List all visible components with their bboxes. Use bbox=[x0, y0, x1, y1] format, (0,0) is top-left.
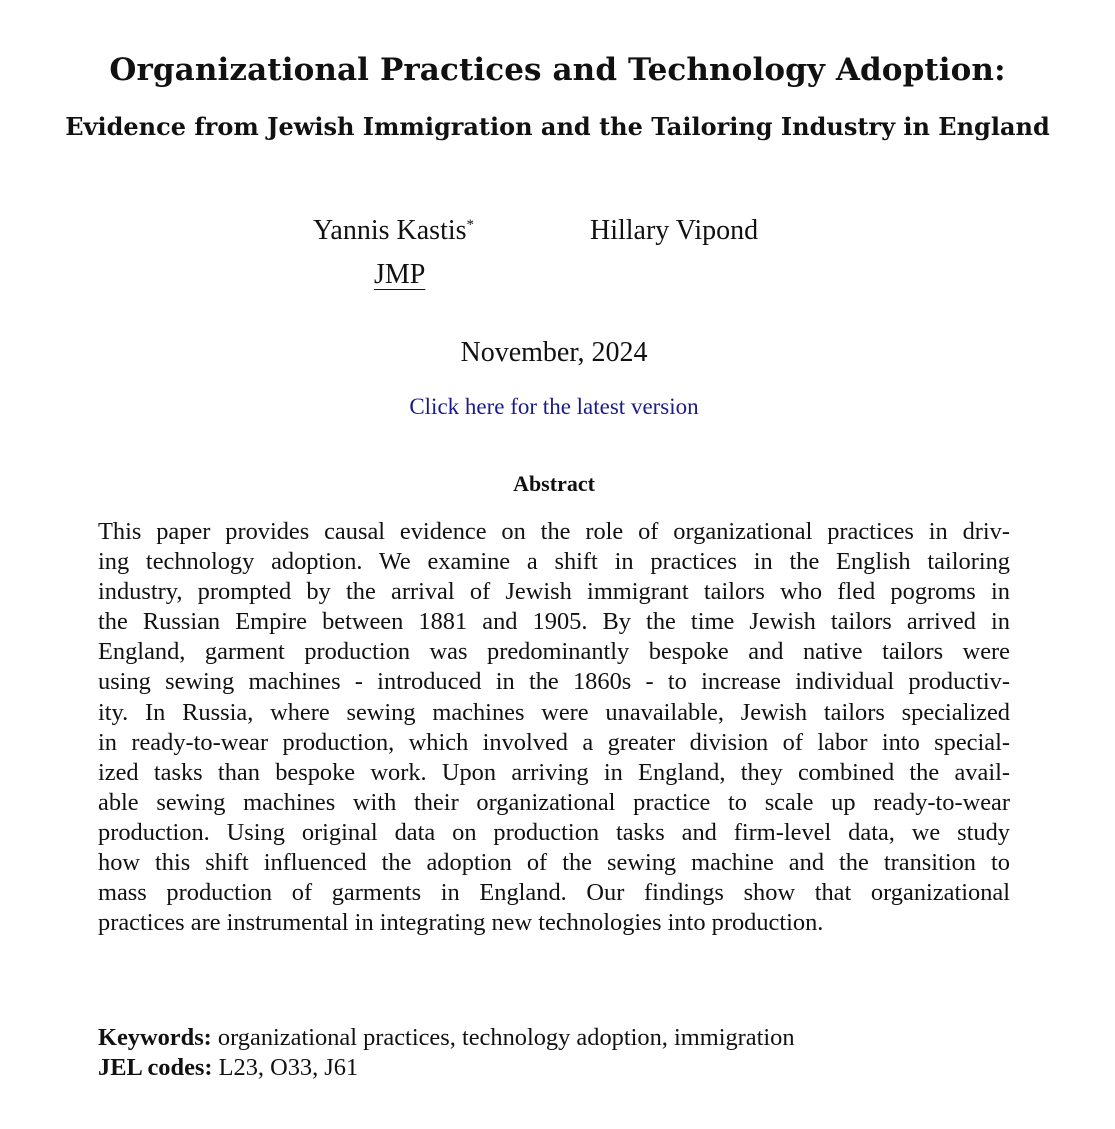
latest-version-link[interactable]: Click here for the latest version bbox=[409, 394, 699, 419]
jel-codes-value: L23, O33, J61 bbox=[218, 1054, 359, 1081]
paper-date: November, 2024 bbox=[460, 337, 648, 368]
author-1 bbox=[313, 215, 474, 247]
author-1-footnote-mark: * bbox=[466, 217, 475, 233]
abstract-line: ity. In Russia, where sewing machines were unavailable, Jewish tailors specialized bbox=[98, 698, 1010, 726]
paper-title: Organizational Practices and Technology Adoption: bbox=[109, 52, 1006, 88]
abstract-line: able sewing machines with their organizational practice to scale up ready-to-wear bbox=[98, 788, 1010, 816]
jel-codes bbox=[98, 1054, 358, 1082]
author-1-name: Yannis Kastis bbox=[313, 215, 467, 246]
abstract-line: England, garment production was predominantly bespoke and native tailors were bbox=[98, 638, 1010, 666]
author-2 bbox=[590, 215, 758, 247]
abstract-body bbox=[98, 517, 1010, 938]
jmp-label: JMP bbox=[374, 259, 426, 290]
keywords bbox=[98, 1024, 795, 1052]
abstract-line: using sewing machines - introduced in the 1860s - to increase individual productiv- bbox=[98, 668, 1010, 696]
keywords-value: organizational practices, technology adoption, immigration bbox=[217, 1024, 795, 1051]
jel-codes-label: JEL codes: bbox=[98, 1054, 213, 1081]
abstract-line: ing technology adoption. We examine a shift in practices in the English tailoring bbox=[98, 548, 1010, 576]
abstract-line: This paper provides causal evidence on the role of organizational practices in driv- bbox=[98, 518, 1010, 545]
author-2-name: Hillary Vipond bbox=[590, 215, 759, 246]
abstract-line: mass production of garments in England. Our findings show that organizational bbox=[98, 879, 1010, 907]
abstract-line: the Russian Empire between 1881 and 1905. By the time Jewish tailors arrived in bbox=[98, 608, 1010, 636]
abstract-line: in ready-to-wear production, which involved a greater division of labor into special- bbox=[98, 728, 1010, 756]
abstract-line: how this shift influenced the adoption of the sewing machine and the transition to bbox=[98, 849, 1010, 877]
abstract-line: production. Using original data on production tasks and firm-level data, we study bbox=[98, 818, 1010, 846]
keywords-label: Keywords: bbox=[98, 1024, 212, 1051]
paper-subtitle: Evidence from Jewish Immigration and the Tailoring Industry in England bbox=[65, 112, 1050, 141]
abstract-line: industry, prompted by the arrival of Jewish immigrant tailors who fled pogroms in bbox=[98, 578, 1010, 606]
abstract-line: ized tasks than bespoke work. Upon arriving in England, they combined the avail- bbox=[98, 758, 1010, 786]
abstract-heading: Abstract bbox=[513, 471, 595, 496]
abstract-line: practices are instrumental in integrating new technologies into production. bbox=[98, 909, 824, 937]
